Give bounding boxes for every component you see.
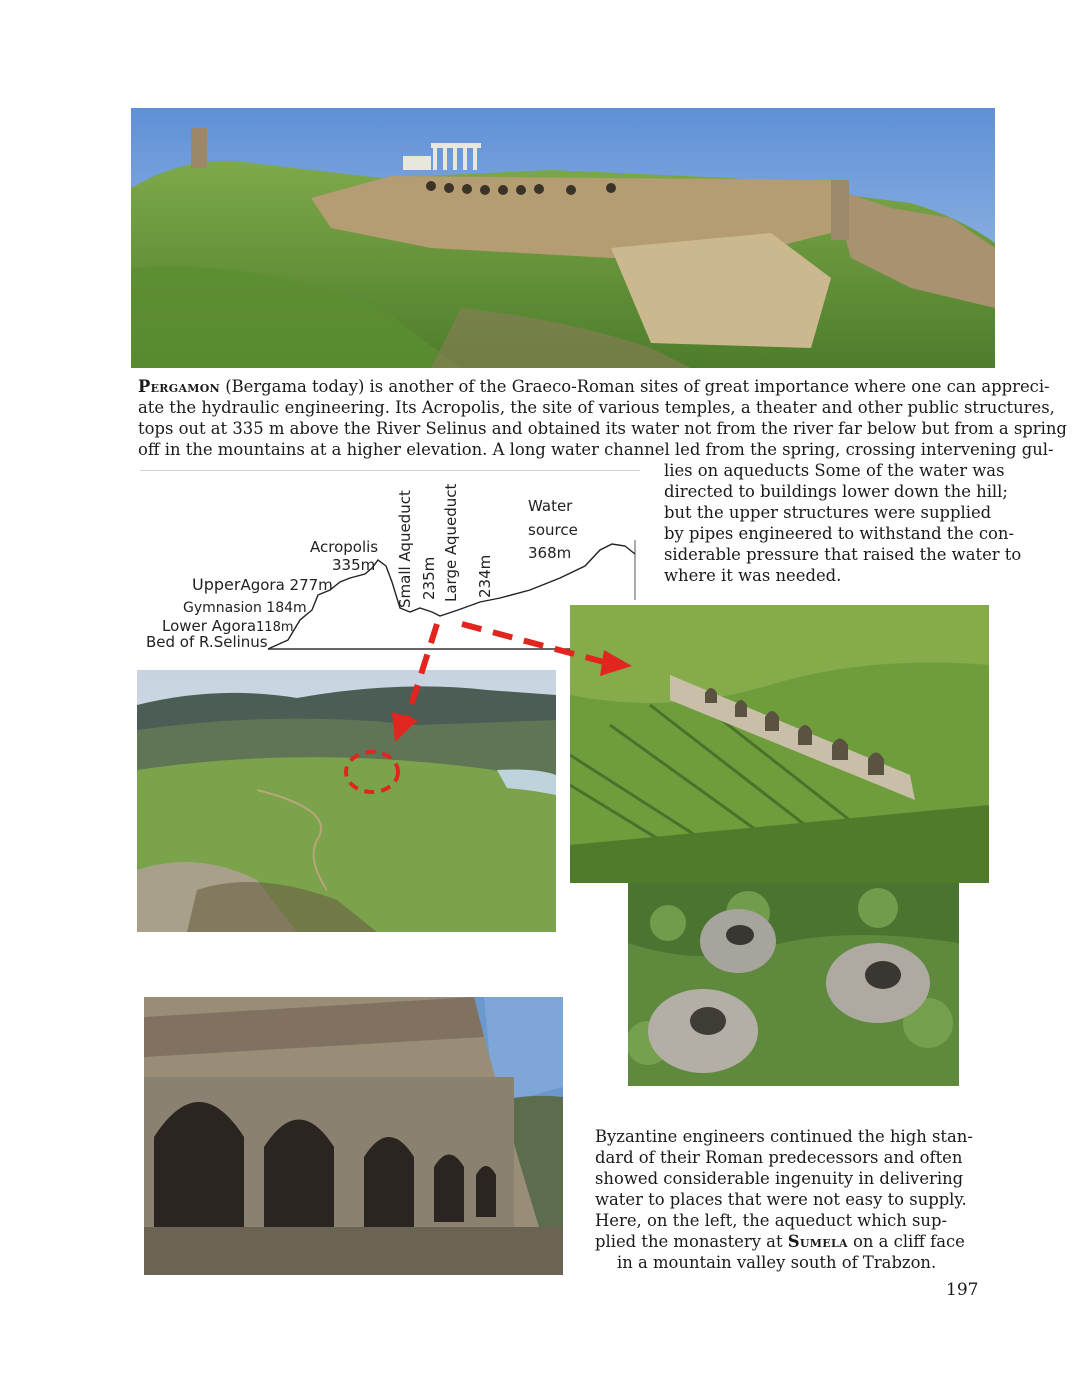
label-acropolis-elevation: 335m — [332, 556, 376, 574]
byzantine-paragraph: Byzantine engineers continued the high stan- dard of their Roman predecessors and often showed considerable ingenuity in delivering water to places that were not easy to supply. Here, on the left, the aqueduct which sup- plied the monastery at Sumela on a cliff face in a mountain valley south of Trabzon. — [595, 1127, 973, 1272]
label-small-aqueduct: Small Aqueduct — [396, 490, 414, 608]
label-source-elevation: 368m — [528, 544, 572, 562]
label-gymnasion: Gymnasion 184m — [183, 600, 307, 616]
label-small-aqueduct-elevation: 235m — [420, 556, 438, 600]
label-acropolis: Acropolis — [310, 538, 379, 556]
site-name-pergamon: Pergamon — [138, 377, 220, 396]
intro-paragraph: Pergamon (Bergama today) is another of the Graeco-Roman sites of great importance where one can appreci- ate the hydraulic engineering. Its Acropolis, the site of various temples, a theater and other public structures, tops out at 335 m above the River Selinus and obtained its water not from the river far below but from a spring off in the mountains at a higher elevation. A long water channel led from the spring, crossing intervening gul- — [138, 377, 1067, 459]
page-number: 197 — [946, 1280, 979, 1300]
label-water-source: Water source — [528, 497, 578, 539]
elevation-profile-diagram — [140, 470, 640, 660]
pergamon-acropolis-photo — [131, 108, 995, 368]
stone-pipes-photo — [628, 883, 959, 1086]
label-upper-agora: UpperAgora 277m — [192, 575, 333, 594]
sumela-aqueduct-photo — [144, 997, 563, 1275]
label-large-aqueduct: Large Aqueduct — [442, 483, 460, 602]
intro-continuation: lies on aqueducts Some of the water was directed to buildings lower down the hill; but the upper structures were supplied by pipes engineered to withstand the con- siderable pressure that raised the water to where it was needed. — [664, 461, 1022, 585]
aqueduct-ruins-photo — [570, 605, 989, 883]
label-lower-agora: Lower Agora118m — [162, 617, 294, 635]
valley-photo — [137, 670, 556, 932]
label-large-aqueduct-elevation: 234m — [476, 554, 494, 598]
place-name-sumela: Sumela — [787, 1232, 848, 1251]
label-river-bed: Bed of R.Selinus — [146, 633, 268, 651]
